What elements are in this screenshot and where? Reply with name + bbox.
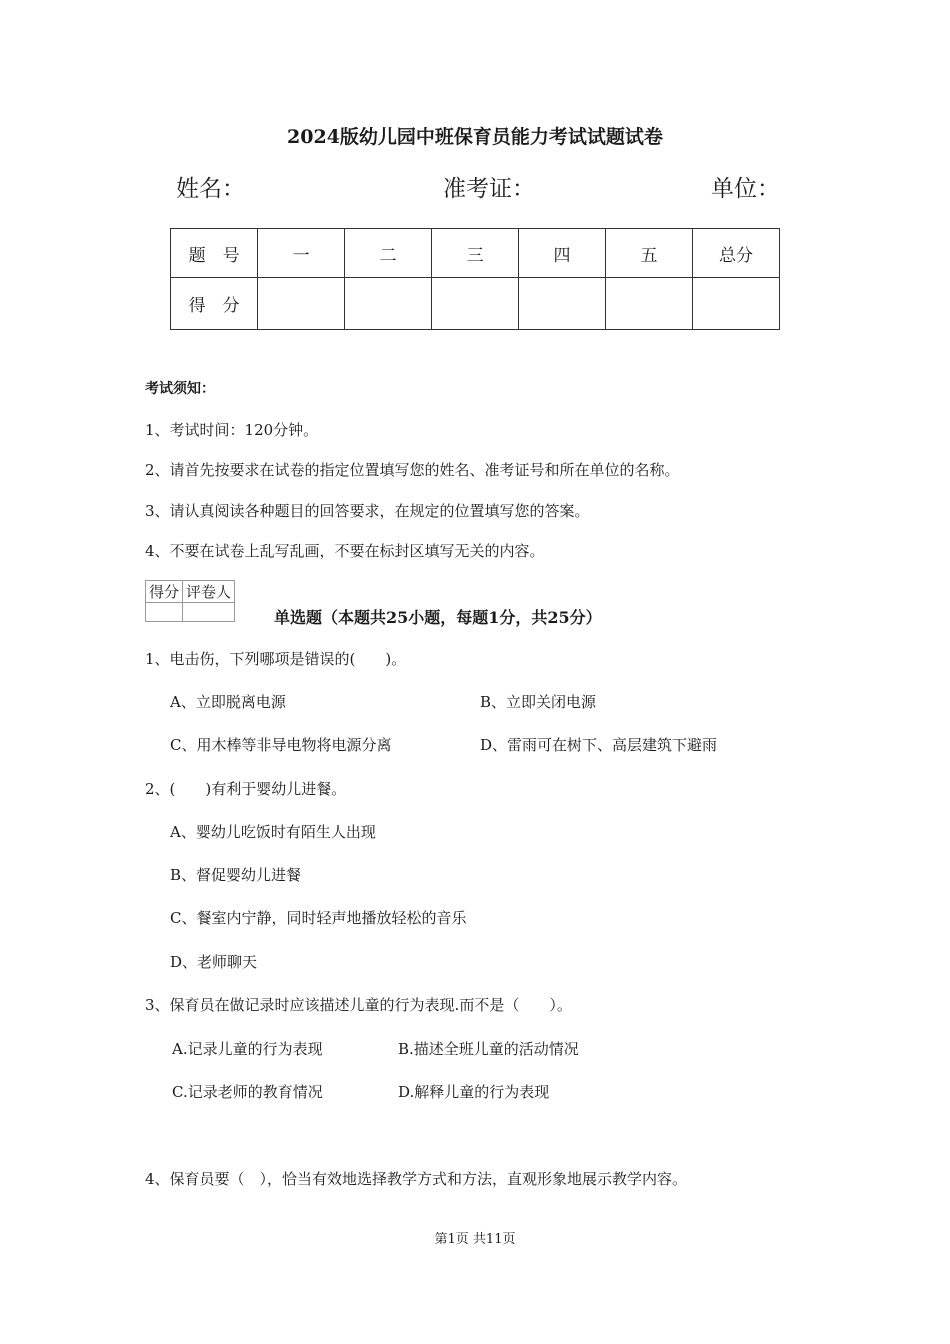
question-option: C、餐室内宁静，同时轻声地播放轻松的音乐 [170,909,467,927]
score-row-label: 得 分 [171,278,258,330]
score-cell [258,278,345,330]
score-cell [345,278,432,330]
score-cell [519,278,606,330]
question-option: B、督促婴幼儿进餐 [170,866,302,884]
question-stem: 3、保育员在做记录时应该描述儿童的行为表现.而不是（ ）。 [145,996,572,1014]
score-table-header: 三 [432,229,519,278]
question-stem: 1、电击伤，下列哪项是错误的( )。 [145,650,407,668]
question-option: D.解释儿童的行为表现 [398,1083,550,1101]
score-table-header: 五 [606,229,693,278]
question-option: A.记录儿童的行为表现 [172,1040,323,1058]
score-table-header: 四 [519,229,606,278]
grader-name-label: 评卷人 [183,581,235,603]
question-option: B.描述全班儿童的活动情况 [398,1040,579,1058]
question-option: A、立即脱离电源 [170,693,286,711]
score-table-header: 二 [345,229,432,278]
question-stem: 2、( )有利于婴幼儿进餐。 [145,780,347,798]
notice-heading: 考试须知： [145,381,215,397]
unit-field-label: 单位： [711,176,780,202]
exam-id-field-label: 准考证： [443,176,535,202]
grader-score-label: 得分 [146,581,183,603]
page-footer: 第1页 共11页 [434,1232,516,1247]
grader-name-cell [183,603,235,622]
name-field-label: 姓名： [176,176,245,202]
question-option: B、立即关闭电源 [480,693,597,711]
notice-item: 4、不要在试卷上乱写乱画，不要在标封区填写无关的内容。 [145,542,545,560]
grader-score-cell [146,603,183,622]
score-table-header: 一 [258,229,345,278]
score-cell [606,278,693,330]
question-option: C、用木棒等非导电物将电源分离 [170,736,392,754]
notice-item: 3、请认真阅读各种题目的回答要求，在规定的位置填写您的答案。 [145,502,590,520]
score-table-header: 题 号 [171,229,258,278]
score-cell [692,278,779,330]
question-stem: 4、保育员要（ ），恰当有效地选择教学方式和方法，直观形象地展示教学内容。 [145,1170,688,1188]
question-option: C.记录老师的教育情况 [172,1083,323,1101]
question-option: D、老师聊天 [170,953,258,971]
grader-box [145,580,235,622]
score-table-header: 总分 [692,229,779,278]
notice-item: 2、请首先按要求在试卷的指定位置填写您的姓名、准考证号和所在单位的名称。 [145,461,680,479]
page-title: 2024版幼儿园中班保育员能力考试试题试卷 [287,126,663,148]
score-table [170,228,780,330]
section-title: 单选题（本题共25小题，每题1分，共25分） [274,608,602,627]
notice-item: 1、考试时间：120分钟。 [145,421,319,439]
question-option: D、雷雨可在树下、高层建筑下避雨 [480,736,718,754]
score-cell [432,278,519,330]
question-option: A、婴幼儿吃饭时有陌生人出现 [170,823,376,841]
